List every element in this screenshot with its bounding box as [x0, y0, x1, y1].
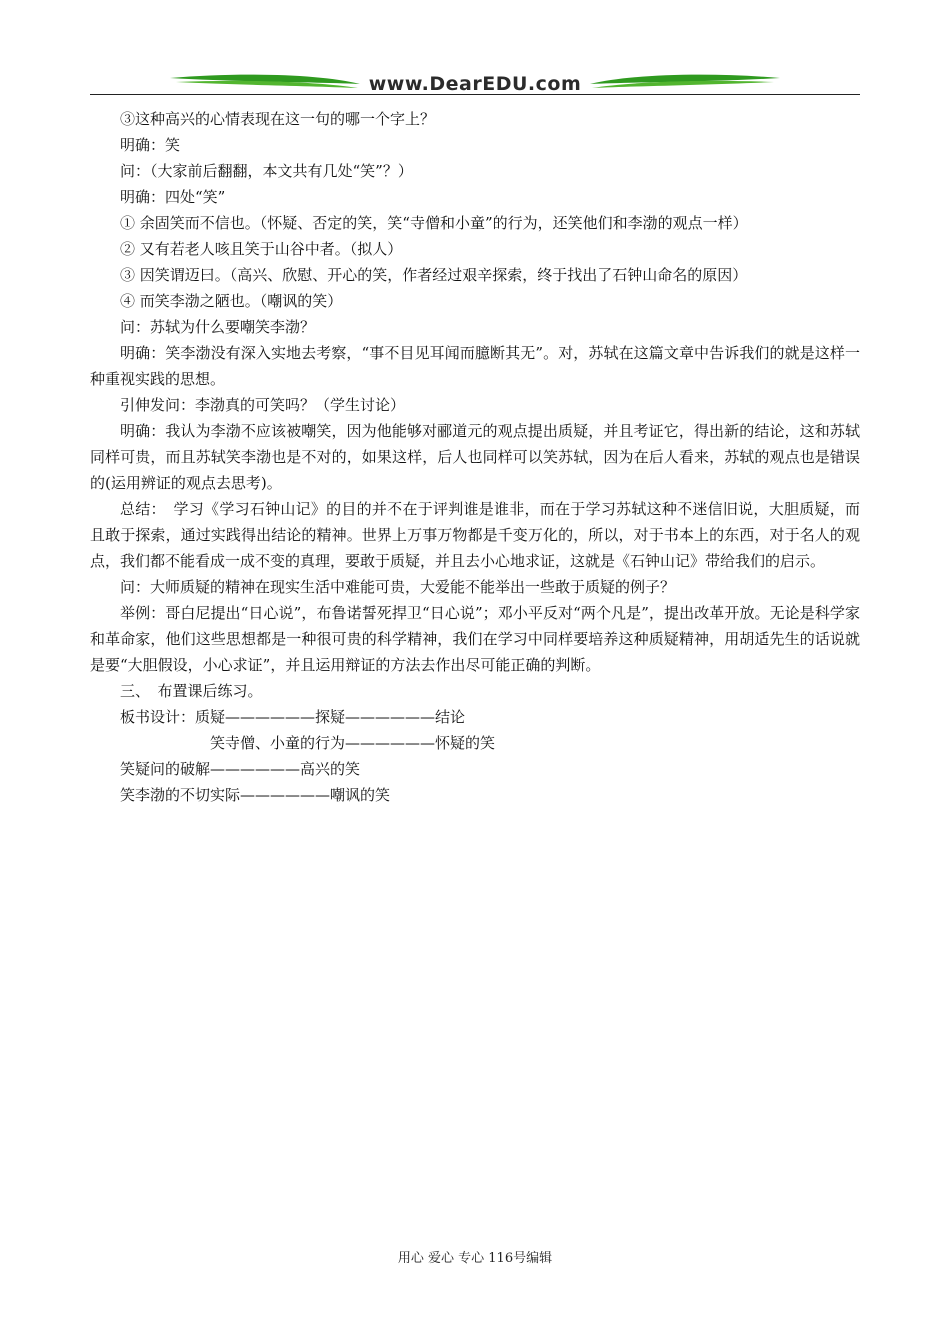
- paragraph: 举例：哥白尼提出“日心说”，布鲁诺誓死捍卫“日心说”；邓小平反对“两个凡是”，提出改革开放。无论是科学家和革命家，他们这些思想都是一种很可贵的科学精神，我们在学习中同样要培养这种质疑精神，用胡适先生的话说就是要“大胆假设，小心求证”，并且运用辩证的方法去作出尽可能正确的判断。: [90, 604, 860, 674]
- page-header: [90, 70, 860, 100]
- paragraph: 总结： 学习《学习石钟山记》的目的并不在于评判谁是谁非，而在于学习苏轼这种不迷信旧说，大胆质疑，而且敢于探索，通过实践得出结论的精神。世界上万事万物都是千变万化的，所以，对于书本上的东西，对于名人的观点，我们都不能看成一成不变的真理，要敢于质疑，并且去小心地求证，这就是《石钟山记》带给我们的启示。: [90, 500, 860, 570]
- paragraph: ③这种高兴的心情表现在这一句的哪一个字上？: [120, 110, 436, 128]
- board-design: [90, 704, 860, 808]
- board-line: 笑疑问的破解——————高兴的笑: [120, 760, 361, 778]
- paragraph: 明确：笑李渤没有深入实地去考察，“事不目见耳闻而臆断其无”。对，苏轼在这篇文章中告诉我们的就是这样一种重视实践的思想。: [90, 344, 860, 388]
- document-body: [90, 106, 860, 808]
- paragraph: 问：苏轼为什么要嘲笑李渤？: [120, 318, 316, 336]
- board-line: 板书设计：质疑——————探疑——————结论: [120, 708, 466, 726]
- board-line: 笑李渤的不切实际——————嘲讽的笑: [120, 786, 391, 804]
- paragraph: 三、 布置课后练习。: [120, 682, 263, 700]
- paragraph: 引伸发问：李渤真的可笑吗？（学生讨论）: [120, 396, 406, 414]
- paragraph: ④ 而笑李渤之陋也。（嘲讽的笑）: [120, 292, 343, 310]
- paragraph: 明确：我认为李渤不应该被嘲笑，因为他能够对郦道元的观点提出质疑，并且考证它，得出新的结论，这和苏轼同样可贵，而且苏轼笑李渤也是不对的，如果这样，后人也同样可以笑苏轼，因为在后人看来，苏轼的观点也是错误的(运用辨证的观点去思考)。: [90, 422, 860, 492]
- page-footer: 用心 爱心 专心 116号编辑: [397, 1251, 553, 1266]
- paragraph: 明确：笑: [120, 136, 181, 154]
- paragraph: ① 余固笑而不信也。（怀疑、否定的笑，笑“寺僧和小童”的行为，还笑他们和李渤的观点一样）: [120, 214, 748, 232]
- paragraph: 问：大师质疑的精神在现实生活中难能可贵，大爱能不能举出一些敢于质疑的例子？: [120, 578, 676, 596]
- paragraph: ② 又有若老人咳且笑于山谷中者。（拟人）: [120, 240, 403, 258]
- header-rule: [90, 94, 860, 95]
- paragraph: 明确：四处“笑”: [120, 188, 226, 206]
- paragraph: 问：（大家前后翻翻，本文共有几处“笑”？）: [120, 162, 413, 180]
- board-line: 笑寺僧、小童的行为——————怀疑的笑: [210, 734, 496, 752]
- site-logo-text: www.DearEDU.com: [368, 73, 582, 95]
- paragraph: ③ 因笑谓迈曰。（高兴、欣慰、开心的笑，作者经过艰辛探索，终于找出了石钟山命名的原因）: [120, 266, 748, 284]
